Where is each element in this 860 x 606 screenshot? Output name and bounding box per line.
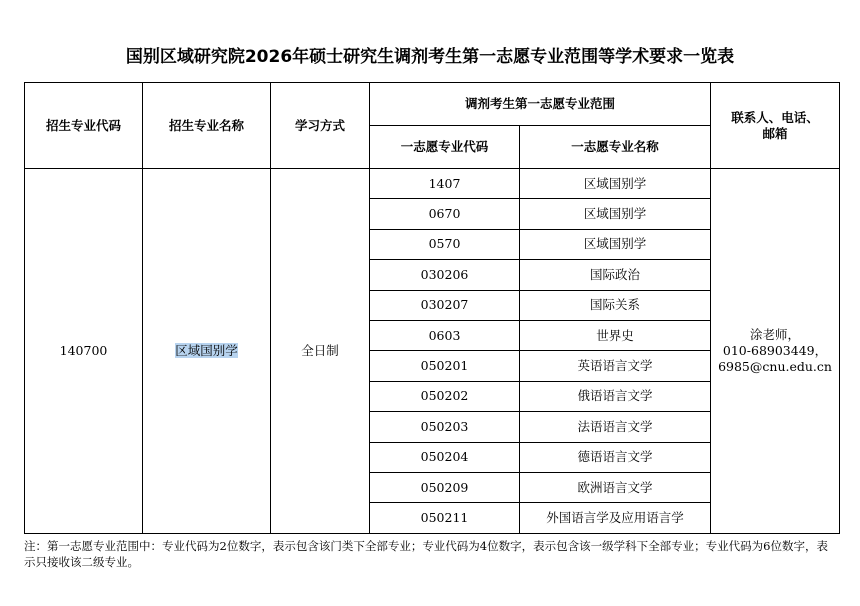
header-range-group: 调剂考生第一志愿专业范围 <box>370 83 711 126</box>
program-code-cell: 140700 <box>25 169 143 534</box>
first-choice-name-cell: 世界史 <box>520 320 711 350</box>
contact-cell <box>711 169 840 534</box>
contact-email: 6985@cnu.edu.cn <box>718 358 832 374</box>
first-choice-name-cell: 国际关系 <box>520 290 711 320</box>
contact-name: 涂老师， <box>750 326 801 342</box>
first-choice-name-cell: 德语语言文学 <box>520 442 711 472</box>
first-choice-code-cell: 0670 <box>370 199 520 229</box>
table-row <box>25 169 840 199</box>
footnote: 注：第一志愿专业范围中：专业代码为2位数字，表示包含该门类下全部专业；专业代码为4位数字，表示包含该一级学科下全部专业；专业代码为6位数字，表示只接收该二级专业。 <box>24 539 828 569</box>
first-choice-name-cell: 区域国别学 <box>520 229 711 259</box>
first-choice-code-cell: 1407 <box>370 169 520 199</box>
first-choice-code-cell: 0570 <box>370 229 520 259</box>
study-mode-cell: 全日制 <box>271 169 370 534</box>
header-contact: 联系人、电话、邮箱 <box>711 83 840 169</box>
header-major-code: 招生专业代码 <box>25 83 143 169</box>
program-name-cell <box>143 169 271 534</box>
header-major-name: 招生专业名称 <box>143 83 271 169</box>
program-name-highlighted[interactable]: 区域国别学 <box>175 342 238 358</box>
page-title: 国别区域研究院2026年硕士研究生调剂考生第一志愿专业范围等学术要求一览表 <box>125 47 735 67</box>
first-choice-code-cell: 050209 <box>370 472 520 502</box>
first-choice-name-cell: 国际政治 <box>520 260 711 290</box>
header-row-1 <box>25 83 840 126</box>
header-first-choice-name: 一志愿专业名称 <box>520 126 711 169</box>
first-choice-name-cell: 欧洲语言文学 <box>520 472 711 502</box>
first-choice-name-cell: 俄语语言文学 <box>520 381 711 411</box>
requirements-table <box>24 82 840 534</box>
first-choice-code-cell: 050211 <box>370 503 520 533</box>
first-choice-code-cell: 0603 <box>370 320 520 350</box>
first-choice-code-cell: 050203 <box>370 412 520 442</box>
first-choice-name-cell: 英语语言文学 <box>520 351 711 381</box>
header-study-mode: 学习方式 <box>271 83 370 169</box>
first-choice-name-cell: 外国语言学及应用语言学 <box>520 503 711 533</box>
first-choice-code-cell: 030207 <box>370 290 520 320</box>
first-choice-name-cell: 区域国别学 <box>520 199 711 229</box>
header-first-choice-code: 一志愿专业代码 <box>370 126 520 169</box>
first-choice-code-cell: 030206 <box>370 260 520 290</box>
first-choice-code-cell: 050204 <box>370 442 520 472</box>
first-choice-code-cell: 050202 <box>370 381 520 411</box>
first-choice-code-cell: 050201 <box>370 351 520 381</box>
first-choice-name-cell: 法语语言文学 <box>520 412 711 442</box>
first-choice-name-cell: 区域国别学 <box>520 169 711 199</box>
contact-phone: 010-68903449， <box>722 342 828 358</box>
